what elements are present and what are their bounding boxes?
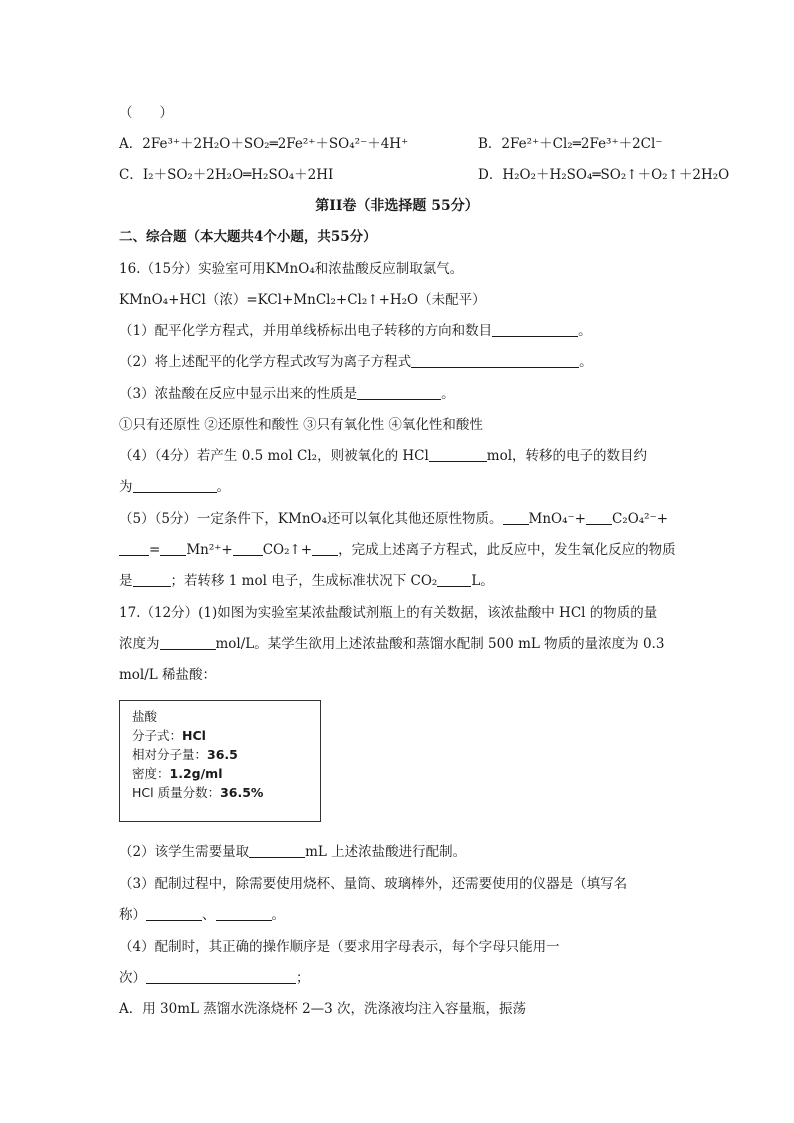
- answer-blank[interactable]: [357, 385, 441, 400]
- answer-blank[interactable]: [119, 541, 149, 556]
- option-b: B．2Fe²⁺＋Cl₂═2Fe³⁺＋2Cl⁻: [478, 136, 663, 152]
- q16-equation: KMnO₄+HCl（浓）=KCl+MnCl₂+Cl₂↑+H₂O（未配平）: [119, 292, 486, 308]
- label-density: 密度：1.2g/ml: [132, 766, 223, 781]
- label-mass-fraction: HCl 质量分数：36.5%: [132, 785, 264, 800]
- option-d: D．H₂O₂＋H₂SO₄═SO₂↑＋O₂↑＋2H₂O: [478, 167, 730, 183]
- section-title: 第II卷（非选择题 55分）: [315, 198, 479, 214]
- answer-blank[interactable]: [492, 322, 578, 337]
- q17-intro: 17.（12分）(1)如图为实验室某浓盐酸试剂瓶上的有关数据，该浓盐酸中 HCl 的物质的量: [119, 605, 658, 621]
- q16-part4-cont: 为 。: [119, 479, 230, 495]
- answer-blank[interactable]: [312, 541, 338, 556]
- answer-blank[interactable]: [249, 843, 305, 858]
- answer-blank[interactable]: [160, 541, 186, 556]
- option-c: C．I₂＋SO₂＋2H₂O═H₂SO₄＋2HI: [119, 167, 334, 183]
- answer-blank[interactable]: [146, 969, 296, 984]
- answer-blank[interactable]: [133, 572, 171, 587]
- answer-blank[interactable]: [133, 478, 217, 493]
- q16-part4: （4）（4分）若产生 0.5 mol Cl₂，则被氧化的 HCl mol，转移的电子的数目约: [119, 448, 648, 464]
- answer-blank[interactable]: [146, 906, 202, 921]
- q16-part1: （1）配平化学方程式，并用单线桥标出电子转移的方向和数目 。: [119, 323, 592, 339]
- q16-part2: （2）将上述配平的化学方程式改写为离子方程式 。: [119, 354, 593, 370]
- answer-blank[interactable]: [411, 353, 579, 368]
- reagent-label: [119, 700, 321, 822]
- q16-part5-cont: = Mn²⁺+ CO₂↑+ ，完成上述离子方程式，此反应中，发生氧化反应的物质: [119, 540, 676, 560]
- answer-blank[interactable]: [216, 906, 272, 921]
- q17-part3-cont: 称） 、 。: [119, 907, 285, 923]
- q17-intro-end: mol/L 稀盐酸：: [119, 667, 217, 683]
- q16-intro: 16.（15分）实验室可用KMnO₄和浓盐酸反应制取氯气。: [119, 261, 464, 277]
- q16-part3: （3）浓盐酸在反应中显示出来的性质是 。: [119, 386, 455, 402]
- q16-part5: （5）（5分）一定条件下，KMnO₄还可以氧化其他还原性物质。 MnO₄⁻+ C₂O₄²⁻+: [119, 511, 669, 527]
- q17-part4-cont: 次） ；: [119, 970, 310, 986]
- label-name: 盐酸: [132, 709, 158, 724]
- label-formula: 分子式：HCl: [132, 728, 206, 743]
- question-paren: （ ）: [119, 105, 173, 121]
- label-molar-mass: 相对分子量：36.5: [132, 747, 238, 762]
- answer-blank[interactable]: [160, 635, 216, 650]
- q16-part5-end: 是 ；若转移 1 mol 电子，生成标准状况下 CO₂ L。: [119, 573, 494, 589]
- q17-part2: （2）该学生需要量取 mL 上述浓盐酸进行配制。: [119, 844, 467, 860]
- q17-intro-cont: 浓度为 mol/L。某学生欲用上述浓盐酸和蒸馏水配制 500 mL 物质的量浓度为 0.3: [119, 636, 665, 652]
- q17-part4: （4）配制时，其正确的操作顺序是（要求用字母表示，每个字母只能用一: [119, 939, 560, 955]
- answer-blank[interactable]: [503, 510, 529, 525]
- q17-step-a: A．用 30mL 蒸馏水洗涤烧杯 2—3 次，洗涤液均注入容量瓶，振荡: [119, 1001, 527, 1017]
- section-subtitle: 二、综合题（本大题共4个小题，共55分）: [119, 229, 377, 245]
- answer-blank[interactable]: [437, 572, 471, 587]
- answer-blank[interactable]: [586, 510, 612, 525]
- q16-part3-choices: ①只有还原性 ②还原性和酸性 ③只有氧化性 ④氧化性和酸性: [119, 417, 483, 433]
- q17-part3: （3）配制过程中，除需要使用烧杯、量筒、玻璃棒外，还需要使用的仪器是（填写名: [119, 876, 628, 892]
- answer-blank[interactable]: [429, 447, 487, 462]
- answer-blank[interactable]: [233, 541, 263, 556]
- option-a: A．2Fe³⁺＋2H₂O＋SO₂═2Fe²⁺＋SO₄²⁻＋4H⁺: [119, 136, 409, 152]
